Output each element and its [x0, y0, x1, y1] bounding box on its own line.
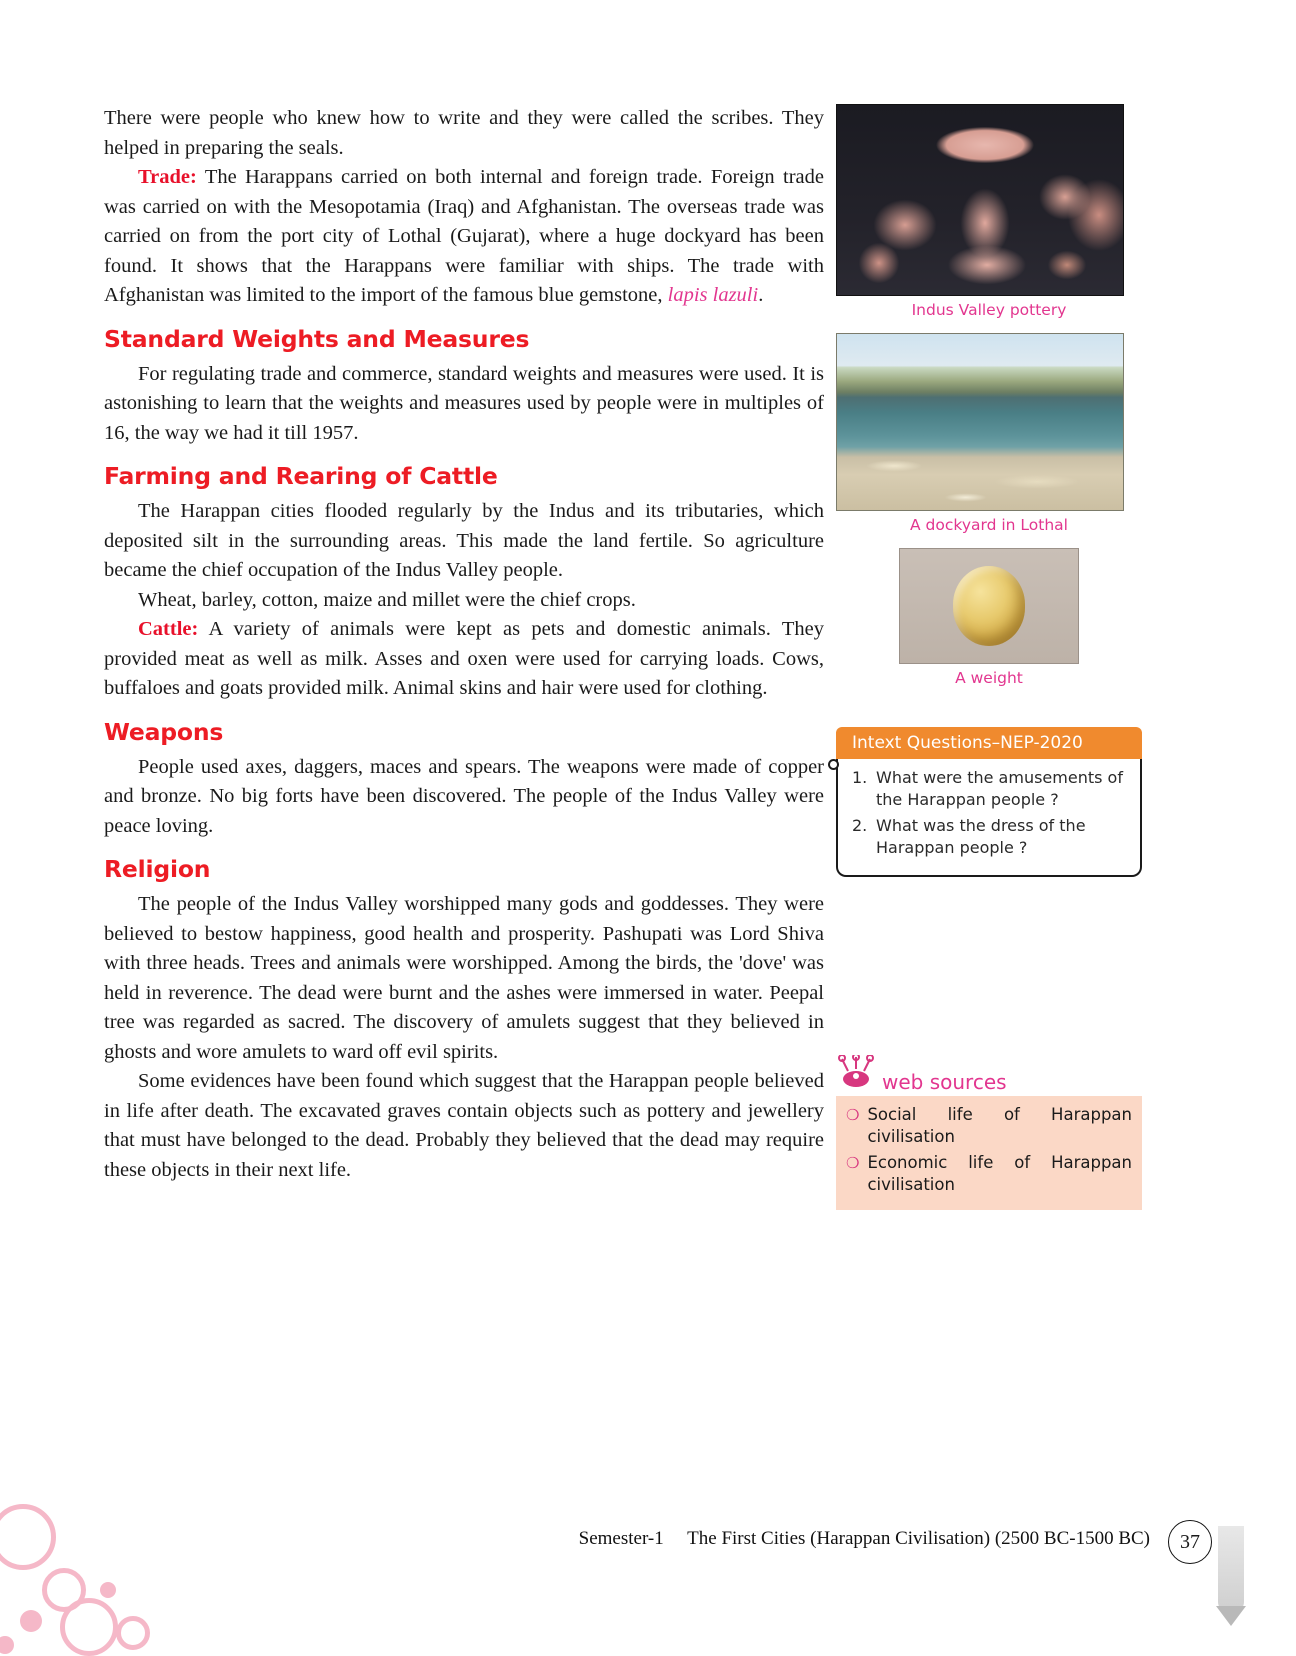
- side-rail: [836, 104, 1142, 1210]
- figure-weight: [836, 548, 1142, 687]
- intext-questions-box: [836, 727, 1142, 877]
- dockyard-caption: A dockyard in Lothal: [910, 516, 1068, 534]
- intext-question-number: 2.: [852, 816, 868, 835]
- heading-weapons: Weapons: [104, 717, 224, 746]
- wifi-antenna-icon: [836, 1055, 878, 1094]
- footer-chapter-line: [579, 1528, 1150, 1550]
- dockyard-image: [836, 333, 1124, 511]
- main-text-column: [104, 104, 824, 1185]
- intext-questions-title: Intext Questions–NEP-2020: [836, 727, 1142, 759]
- heading-standard-weights: Standard Weights and Measures: [104, 324, 530, 353]
- pottery-caption: Indus Valley pottery: [911, 301, 1067, 319]
- paragraph-weights: For regulating trade and commerce, standard weights and measures were used. It is astonishing to learn that the weights and measures used by people were in multiples of 16, the way we had it till 1957.: [104, 362, 824, 444]
- decorative-bubbles: [0, 1456, 200, 1656]
- trade-lead-in: Trade:: [138, 166, 197, 188]
- paragraph-religion-1: The people of the Indus Valley worshipped many gods and goddesses. They were believed to bestow happiness, good health and prosperity. Pashupati was Lord Shiva with three heads. Trees and animals were worshipped. Among the birds, the 'dove' was held in reverence. The dead were burnt and the ashes were immersed in water. Peepal tree was regarded as sacred. The discovery of amulets suggest that they believed in ghosts and wore amulets to ward off evil spirits.: [104, 893, 824, 1063]
- intext-question-item: [852, 767, 1130, 811]
- heading-farming: Farming and Rearing of Cattle: [104, 462, 498, 490]
- intext-questions-list: [852, 767, 1130, 859]
- cattle-text: A variety of animals were kept as pets and domestic animals. They provided meat as well as milk. Asses and oxen were used for carrying loads. Cows, buffaloes and goats provided milk. Animal skins and hair were used for clothing.: [104, 618, 824, 699]
- footer-ribbon-decoration: [1218, 1526, 1244, 1612]
- trade-text: The Harappans carried on both internal and foreign trade. Foreign trade was carried on with the Mesopotamia (Iraq) and Afghanistan. The overseas trade was carried on from the port city of Lothal (Gujarat), where a huge dockyard has been found. It shows that the Harappans were familiar with ships. The trade with Afghanistan was limited to the import of the famous blue gemstone,: [104, 166, 824, 306]
- figure-pottery: [836, 104, 1142, 319]
- bubble-shape: [0, 1504, 56, 1570]
- paragraph-text: There were people who knew how to write and they were called the scribes. They helped in preparing the seals.: [104, 107, 824, 159]
- paragraph-trade: [104, 163, 824, 311]
- bubble-shape: [60, 1598, 118, 1656]
- intext-question-item: [852, 815, 1130, 859]
- web-source-text: Economic life of Harappan civilisation: [867, 1153, 1132, 1194]
- bubble-shape: [116, 1616, 150, 1650]
- web-sources-label: web sources: [882, 1070, 1007, 1094]
- paragraph-farming-1: The Harappan cities flooded regularly by the Indus and its tributaries, which deposited silt in the surrounding areas. This made the land fertile. So agriculture became the chief occupation of the Indus Valley people.: [104, 500, 824, 581]
- bubble-shape: [100, 1582, 116, 1598]
- paragraph-scribes: [104, 104, 824, 163]
- bubble-shape: [0, 1636, 14, 1654]
- paragraph-cattle: [104, 615, 824, 704]
- heading-religion: Religion: [104, 855, 211, 883]
- intext-corner-dot-icon: [828, 759, 839, 770]
- web-source-item[interactable]: [846, 1152, 1132, 1196]
- trade-text-tail: .: [758, 284, 764, 306]
- cattle-lead-in: Cattle:: [138, 618, 199, 640]
- weight-stone-shape: [953, 566, 1025, 646]
- web-sources-header: [836, 1055, 1142, 1094]
- footer-chapter-title: The First Cities (Harappan Civilisation) (2500 BC-1500 BC): [687, 1528, 1150, 1549]
- circle-bullet-icon: ❍: [846, 1154, 860, 1172]
- paragraph-religion-2: Some evidences have been found which suggest that the Harappan people believed in life after death. The excavated graves contain objects such as pottery and jewellery that must have belonged to the dead. Probably they believed that the dead may require these objects in their next life.: [104, 1070, 824, 1181]
- bubble-shape: [20, 1610, 42, 1632]
- intext-question-text: What were the amusements of the Harappan people ?: [876, 768, 1123, 809]
- web-sources-list: [836, 1096, 1142, 1210]
- page-number-badge: 37: [1168, 1520, 1212, 1564]
- weight-image: [899, 548, 1079, 664]
- web-source-item[interactable]: [846, 1104, 1132, 1148]
- web-source-text: Social life of Harappan civilisation: [867, 1105, 1132, 1146]
- intext-question-text: What was the dress of the Harappan people ?: [876, 816, 1086, 857]
- web-sources-box: [836, 1055, 1142, 1210]
- paragraph-farming-2: Wheat, barley, cotton, maize and millet were the chief crops.: [138, 588, 636, 611]
- lapis-lazuli-term: lapis lazuli: [667, 284, 759, 306]
- intext-question-number: 1.: [852, 768, 868, 787]
- pottery-image: [836, 104, 1124, 296]
- intext-questions-body: [836, 759, 1142, 877]
- circle-bullet-icon: ❍: [846, 1106, 860, 1124]
- weight-caption: A weight: [955, 669, 1023, 687]
- figure-dockyard: [836, 333, 1142, 534]
- footer-semester: Semester-1: [578, 1528, 664, 1549]
- paragraph-weapons: People used axes, daggers, maces and spears. The weapons were made of copper and bronze. No big forts have been discovered. The people of the Indus Valley were peace loving.: [104, 755, 824, 837]
